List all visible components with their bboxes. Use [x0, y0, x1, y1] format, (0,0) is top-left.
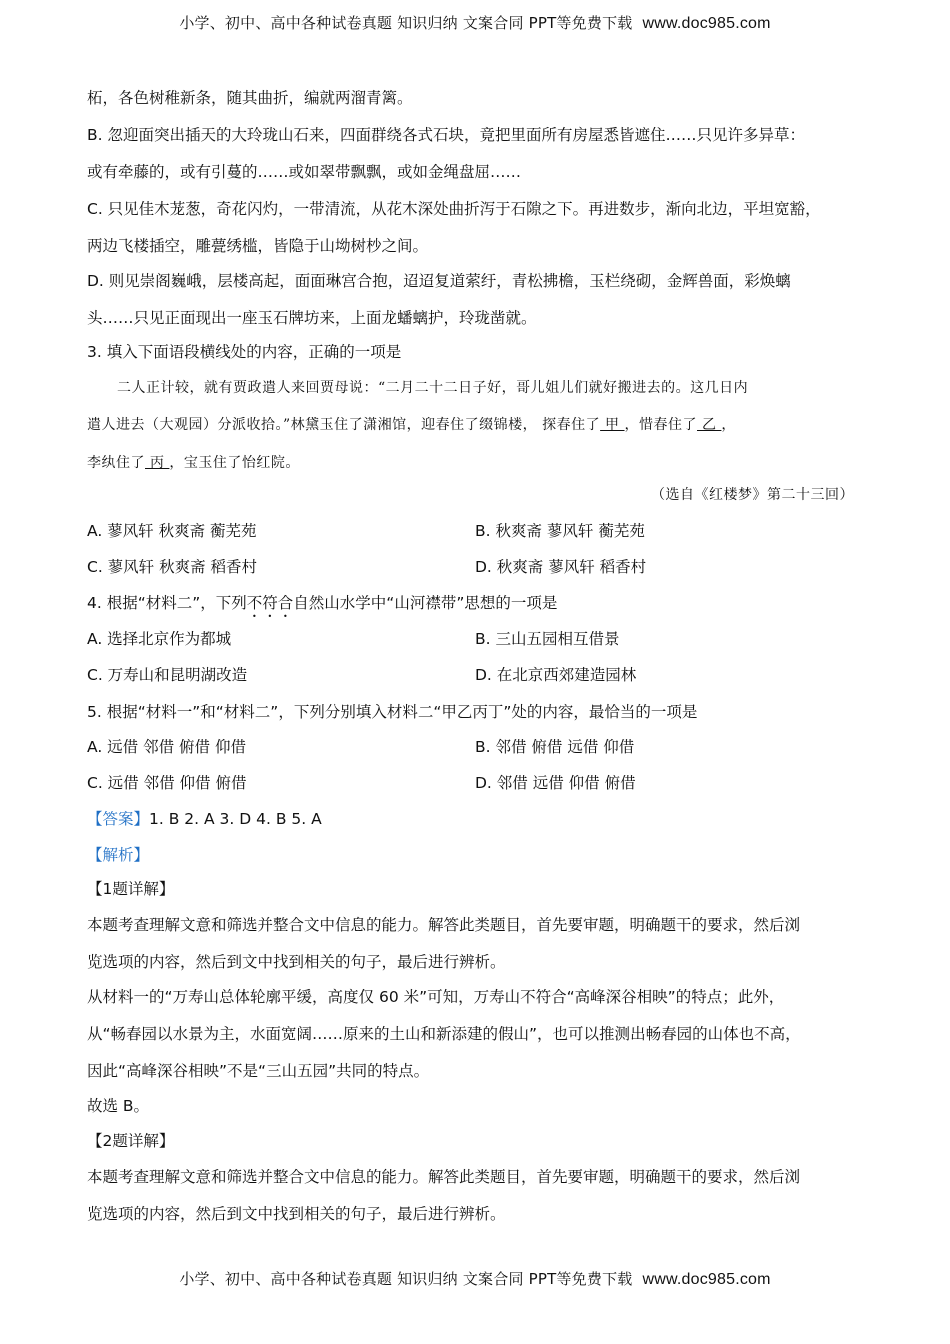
q3-stem: 3. 填入下面语段横线处的内容，正确的一项是 — [87, 343, 402, 361]
q3-passage-text: 李纨住了 — [87, 455, 145, 471]
q4-option-a: A. 选择北京作为都城 — [87, 630, 232, 648]
q3-blank-jia: 甲 — [600, 417, 625, 433]
q4-stem-text: 自然山水学中“山河襟带”思想的一项是 — [293, 594, 558, 612]
q2-option-d: D. 则见崇阁巍峨，层楼高起，面面琳宫合抱，迢迢复道萦纡，青松拂檐，玉栏绕砌，金辉兽面，彩焕螭 — [87, 272, 791, 290]
q2-option-b-continuation: 或有牵藤的，或有引蔓的……或如翠带飘飘，或如金绳盘屈…… — [87, 163, 522, 181]
detail1-line-1: 本题考查理解文意和筛选并整合文中信息的能力。解答此类题目，首先要审题，明确题干的要求，然后浏 — [87, 916, 801, 934]
q4-option-d: D. 在北京西郊建造园林 — [475, 666, 637, 684]
q5-option-d: D. 邻借 远借 仰借 俯借 — [475, 774, 636, 792]
q5-option-b: B. 邻借 俯借 远借 仰借 — [475, 738, 635, 756]
q5-option-c: C. 远借 邻借 仰借 俯借 — [87, 774, 247, 792]
detail1-line-5: 因此“高峰深谷相映”不是“三山五园”共同的特点。 — [87, 1062, 430, 1080]
page-footer — [0, 1268, 950, 1289]
footer-text: 小学、初中、高中各种试卷真题 知识归纳 文案合同 PPT等免费下载 — [179, 1270, 633, 1288]
q4-stem — [87, 591, 557, 621]
q3-blank-yi: 乙 — [697, 417, 722, 433]
q5-option-a: A. 远借 邻借 俯借 仰借 — [87, 738, 246, 756]
q4-emphasis-text: 不符合 — [246, 594, 294, 612]
answer-line — [87, 807, 322, 831]
q3-passage-line-1: 二人正计较，就有贾政遣人来回贾母说：“二月二十二日子好，哥儿姐儿们就好搬进去的。这几日内 — [117, 380, 749, 396]
q3-passage-text: ，宝玉住了怡红院。 — [169, 455, 300, 471]
q3-option-a: A. 蓼风轩 秋爽斋 蘅芜苑 — [87, 522, 257, 540]
q3-blank-bing: 丙 — [145, 455, 170, 471]
q3-option-d: D. 秋爽斋 蓼风轩 稻香村 — [475, 558, 647, 576]
detail1-line-6: 故选 B。 — [87, 1097, 150, 1115]
detail2-line-2: 览选项的内容，然后到文中找到相关的句子，最后进行辨析。 — [87, 1205, 506, 1223]
q4-option-c: C. 万寿山和昆明湖改造 — [87, 666, 248, 684]
detail2-line-1: 本题考查理解文意和筛选并整合文中信息的能力。解答此类题目，首先要审题，明确题干的要求，然后浏 — [87, 1168, 801, 1186]
detail1-line-3: 从材料一的“万寿山总体轮廓平缓，高度仅 60 米”可知，万寿山不符合“高峰深谷相映”的特点；此外， — [87, 988, 785, 1006]
detail2-title: 【2题详解】 — [87, 1132, 175, 1150]
q3-passage-text: ，惜春住了 — [624, 417, 698, 433]
page-header — [0, 12, 950, 33]
header-text: 小学、初中、高中各种试卷真题 知识归纳 文案合同 PPT等免费下载 — [179, 14, 633, 32]
q2-option-c: C. 只见佳木茏葱，奇花闪灼，一带清流，从花木深处曲折泻于石隙之下。再进数步，渐向北边，平坦宽豁， — [87, 200, 821, 218]
q2-option-d-continuation: 头……只见正面现出一座玉石牌坊来，上面龙蟠螭护，玲珑凿就。 — [87, 309, 537, 327]
q3-option-b: B. 秋爽斋 蓼风轩 蘅芜苑 — [475, 522, 645, 540]
detail1-title: 【1题详解】 — [87, 880, 175, 898]
q3-passage-line-3 — [87, 451, 300, 475]
q5-stem: 5. 根据“材料一”和“材料二”，下列分别填入材料二“甲乙丙丁”处的内容，最恰当的一项是 — [87, 703, 698, 721]
q2-option-b: B. 忽迎面突出插天的大玲珑山石来，四面群绕各式石块，竟把里面所有房屋悉皆遮住……只见许多异草： — [87, 126, 805, 144]
q4-option-b: B. 三山五园相互借景 — [475, 630, 620, 648]
header-site-link[interactable]: www.doc985.com — [642, 15, 771, 32]
q3-passage-line-2 — [87, 413, 736, 437]
q3-passage-text: 遣人进去（大观园）分派收拾。”林黛玉住了潇湘馆，迎春住了缀锦楼， 探春住了 — [87, 417, 601, 433]
analysis-label: 【解析】 — [87, 846, 150, 864]
detail1-line-2: 览选项的内容，然后到文中找到相关的句子，最后进行辨析。 — [87, 953, 506, 971]
q3-passage-text: ， — [721, 417, 736, 433]
q2-option-a-continuation: 柘，各色树稚新条，随其曲折，编就两溜青篱。 — [87, 89, 413, 107]
answer-label: 【答案】 — [87, 810, 150, 828]
q2-option-c-continuation: 两边飞楼插空，雕甍绣槛，皆隐于山坳树杪之间。 — [87, 237, 429, 255]
footer-site-link[interactable]: www.doc985.com — [642, 1271, 771, 1288]
q3-option-c: C. 蓼风轩 秋爽斋 稻香村 — [87, 558, 258, 576]
q4-stem-text: 4. 根据“材料二”，下列 — [87, 594, 247, 612]
answer-text: 1. B 2. A 3. D 4. B 5. A — [149, 810, 322, 828]
q3-source: （选自《红楼梦》第二十三回） — [651, 487, 854, 503]
detail1-line-4: 从“畅春园以水景为主，水面宽阔……原来的土山和新添建的假山”，也可以推测出畅春园的山体也不高， — [87, 1025, 801, 1043]
